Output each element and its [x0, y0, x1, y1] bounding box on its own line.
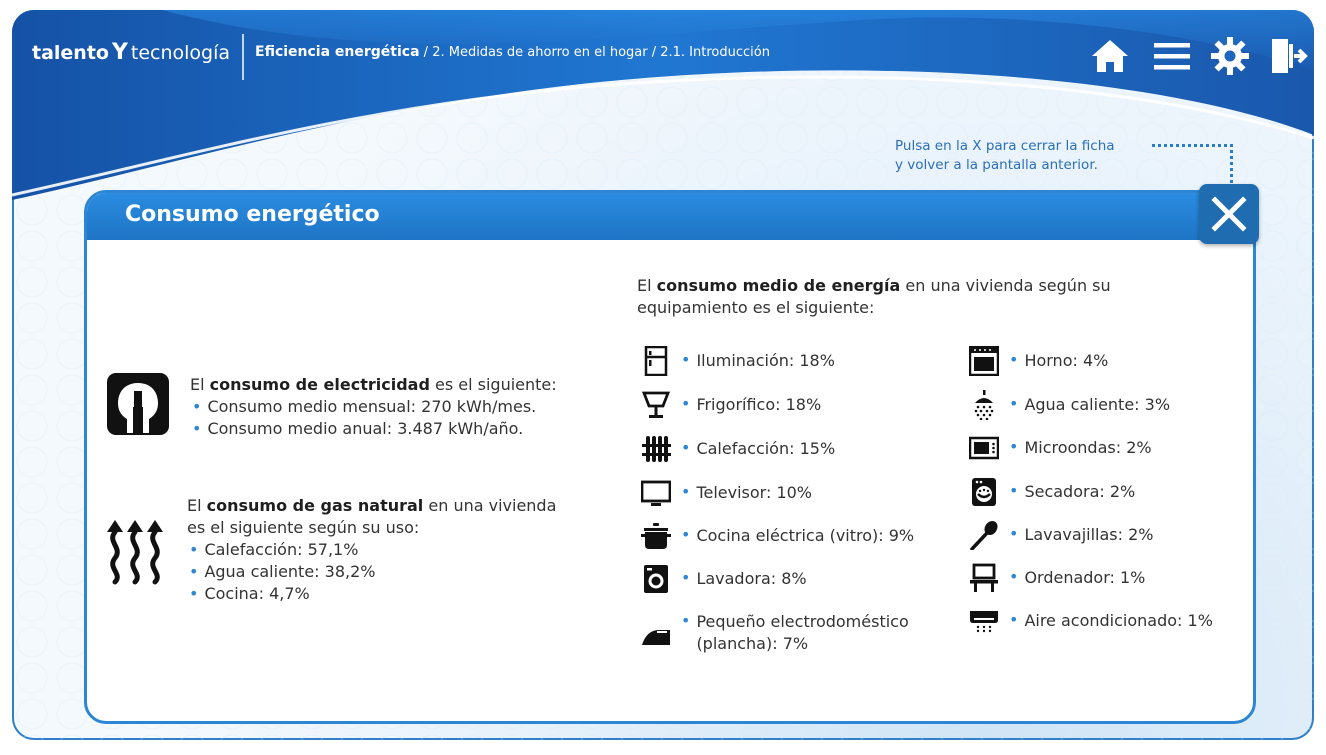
list-item: • Iluminación: 18%: [641, 350, 835, 376]
card-header: [87, 193, 1253, 240]
exit-icon[interactable]: [1268, 36, 1308, 76]
close-icon: [1199, 184, 1259, 244]
list-item: • Ordenador: 1%: [969, 567, 1145, 593]
logo-bold-text: talento: [32, 41, 109, 64]
equipment-label: Calefacción: 15%: [696, 439, 836, 458]
list-item: • Aire acondicionado: 1%: [969, 610, 1213, 636]
equipment-label: Frigorífico: 18%: [696, 395, 822, 414]
list-item: • Calefacción: 57,1%: [189, 540, 359, 559]
washer-icon: [641, 564, 671, 594]
breadcrumb-path: / 2. Medidas de ahorro en el hogar / 2.1. Introducción: [419, 45, 770, 60]
logo-mark: Y: [111, 40, 128, 65]
tip-pointer-line: [1152, 144, 1233, 183]
app-frame: [12, 10, 1314, 740]
logo-light-text: tecnología: [130, 41, 231, 64]
info-card: [84, 190, 1256, 724]
gas-bold: consumo de gas natural: [206, 496, 424, 515]
list-item: • Lavavajillas: 2%: [969, 524, 1153, 550]
list-item: • Pequeño electrodoméstico (plancha): 7%: [641, 611, 909, 655]
breadcrumb-current-course[interactable]: Eficiencia energética: [255, 44, 420, 60]
list-item: • Secadora: 2%: [969, 481, 1135, 507]
card-title: Consumo energético: [125, 202, 380, 227]
fridge-icon: [641, 346, 671, 376]
equipment-intro-line-2: equipamiento es el siguiente:: [637, 298, 875, 317]
electricity-pre: El: [190, 375, 210, 394]
list-item: • Agua caliente: 3%: [969, 394, 1170, 420]
close-tip: [895, 137, 1115, 175]
equipment-label: Cocina eléctrica (vitro): 9%: [696, 526, 915, 545]
brand-logo[interactable]: [32, 40, 230, 65]
close-button[interactable]: [1199, 184, 1259, 244]
electricity-section: [190, 374, 557, 440]
gas-section: [187, 495, 556, 605]
dryer-icon: [969, 477, 999, 507]
gas-post-1: en una vivienda: [423, 496, 557, 515]
air-conditioner-icon: [969, 606, 999, 636]
list-item: • Lavadora: 8%: [641, 568, 807, 594]
gear-icon[interactable]: [1210, 36, 1250, 76]
equipment-label: Microondas: 2%: [1024, 438, 1152, 457]
equipment-label: Aire acondicionado: 1%: [1024, 611, 1213, 630]
list-item: • Frigorífico: 18%: [641, 394, 821, 420]
tip-line-2: y volver a la pantalla anterior.: [895, 157, 1098, 173]
equipment-label: Ordenador: 1%: [1024, 568, 1146, 587]
electricity-post: es el siguiente:: [429, 375, 557, 394]
equipment-label: Secadora: 2%: [1024, 482, 1136, 501]
electricity-intro: [190, 374, 557, 396]
gas-intro-line-1: [187, 495, 556, 517]
computer-icon: [969, 563, 999, 593]
electricity-list: [190, 396, 557, 440]
equipment-bold: consumo medio de energía: [656, 276, 901, 295]
list-item: • Consumo medio anual: 3.487 kWh/año.: [192, 419, 524, 438]
equipment-intro: [637, 275, 1111, 319]
electricity-item-monthly: Consumo medio mensual: 270 kWh/mes.: [207, 397, 537, 416]
list-item: • Consumo medio mensual: 270 kWh/mes.: [192, 397, 537, 416]
lamp-icon: [641, 390, 671, 420]
equipment-label: Horno: 4%: [1024, 351, 1109, 370]
list-item: • Cocina eléctrica (vitro): 9%: [641, 525, 914, 551]
gas-list: [187, 539, 556, 605]
gas-intro-line-2: es el siguiente según su uso:: [187, 518, 420, 537]
list-item: • Horno: 4%: [969, 350, 1108, 376]
list-item: • Agua caliente: 38,2%: [189, 562, 376, 581]
iron-icon: [641, 621, 671, 651]
list-item: • Microondas: 2%: [969, 437, 1152, 463]
breadcrumb: [255, 44, 770, 60]
electricity-item-annual: Consumo medio anual: 3.487 kWh/año.: [207, 419, 524, 438]
oven-icon: [969, 346, 999, 376]
menu-icon[interactable]: [1152, 36, 1192, 76]
equipment-label: Lavadora: 8%: [696, 569, 807, 588]
list-item: • Calefacción: 15%: [641, 438, 835, 464]
gas-pre: El: [187, 496, 207, 515]
equipment-label: Pequeño electrodoméstico: [696, 612, 909, 631]
spoon-icon: [969, 520, 999, 550]
plug-icon: [105, 371, 171, 441]
shower-icon: [969, 390, 999, 420]
tip-line-1: Pulsa en la X para cerrar la ficha: [895, 138, 1115, 154]
microwave-icon: [969, 433, 999, 463]
equipment-pre: El: [637, 276, 657, 295]
equipment-intro-line-1: [637, 275, 1111, 297]
list-item: • Televisor: 10%: [641, 482, 812, 508]
radiator-icon: [641, 434, 671, 464]
heat-waves-icon: [103, 518, 167, 586]
gas-item-hot-water: Agua caliente: 38,2%: [204, 562, 376, 581]
equipment-label: Agua caliente: 3%: [1024, 395, 1171, 414]
gas-item-cooking: Cocina: 4,7%: [204, 584, 310, 603]
equipment-label: Iluminación: 18%: [696, 351, 835, 370]
equipment-label-multiline: [696, 611, 908, 655]
equipment-post-1: en una vivienda según su: [900, 276, 1111, 295]
equipment-label: Televisor: 10%: [696, 483, 812, 502]
home-icon[interactable]: [1090, 36, 1130, 76]
logo-divider: [242, 34, 244, 80]
tv-icon: [641, 478, 671, 508]
equipment-label-cont: (plancha): 7%: [696, 634, 809, 653]
equipment-label: Lavavajillas: 2%: [1024, 525, 1154, 544]
list-item: • Cocina: 4,7%: [189, 584, 310, 603]
electricity-bold: consumo de electricidad: [209, 375, 430, 394]
pot-icon: [641, 521, 671, 551]
gas-item-heating: Calefacción: 57,1%: [204, 540, 359, 559]
